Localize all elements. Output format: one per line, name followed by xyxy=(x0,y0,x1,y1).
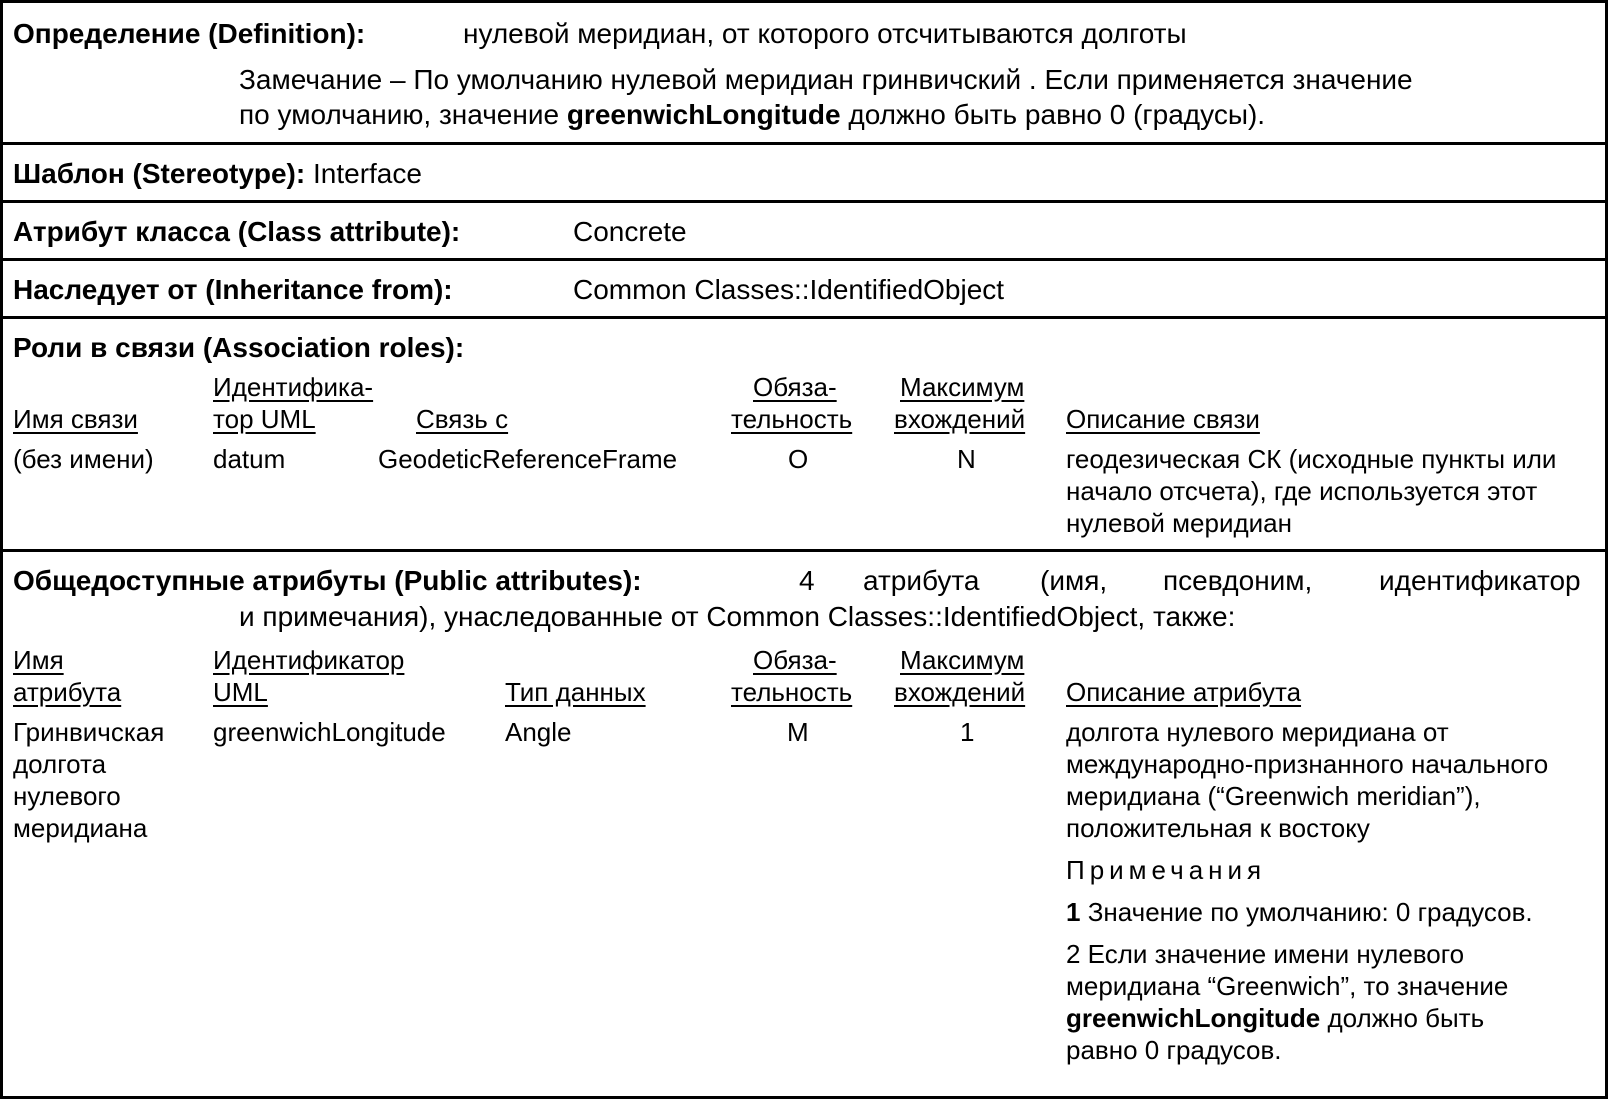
attr-row-name-line1: Гринвичская xyxy=(13,717,165,747)
attr-header-max-line2: вхождений xyxy=(894,677,1026,707)
assoc-row-desc-line1: геодезическая СК (исходные пункты или xyxy=(1066,444,1557,474)
definition-section xyxy=(3,3,1605,145)
attr-header-uml-line2: UML xyxy=(213,677,268,707)
inheritance-section xyxy=(3,261,1605,319)
attr-row-oblig: M xyxy=(787,717,809,747)
note-line2-b: должно быть равно 0 (градусы). xyxy=(848,99,1266,130)
attr-header-uml-line1: Идентификатор xyxy=(213,645,405,675)
attr-row-name-line3: нулевого xyxy=(13,781,121,811)
assoc-header-max-line1: Максимум xyxy=(900,372,1025,402)
attr-header-max-line1: Максимум xyxy=(900,645,1025,675)
attr-header-type: Тип данных xyxy=(505,677,646,707)
definition-label: Определение (Definition): xyxy=(13,18,366,49)
attr-header-name-line1: Имя xyxy=(13,645,64,675)
attr-note2-line1: 2 Если значение имени нулевого xyxy=(1066,939,1465,969)
inheritance-label: Наследует от (Inheritance from): xyxy=(13,274,453,305)
public-intro-word5: идентификатор xyxy=(1379,565,1581,596)
assoc-row-uml: datum xyxy=(213,444,286,474)
attr-note2-bold: greenwichLongitude xyxy=(1066,1003,1321,1033)
public-intro-word4: псевдоним, xyxy=(1163,565,1313,596)
attr-header-name-line2: атрибута xyxy=(13,677,122,707)
assoc-header-uml-line1: Идентифика- xyxy=(213,372,374,402)
assoc-header-uml-line2: тор UML xyxy=(213,404,316,434)
attr-note2-line3-rest: должно быть xyxy=(1327,1003,1485,1033)
assoc-row-name: (без имени) xyxy=(13,444,154,474)
class-attribute-label: Атрибут класса (Class attribute): xyxy=(13,216,461,247)
assoc-header-oblig-line1: Обяза- xyxy=(753,372,837,402)
public-attributes-label: Общедоступные атрибуты (Public attributes): xyxy=(13,565,642,596)
class-attribute-section xyxy=(3,203,1605,261)
assoc-header-desc: Описание связи xyxy=(1066,404,1260,434)
assoc-header-target: Связь с xyxy=(416,404,509,434)
assoc-header-oblig-line2: тельность xyxy=(731,404,853,434)
assoc-header-max-line2: вхождений xyxy=(894,404,1026,434)
stereotype-label: Шаблон (Stereotype): xyxy=(13,158,306,189)
attr-note1-number: 1 xyxy=(1066,897,1081,927)
note-line2-a: по умолчанию, значение xyxy=(239,99,560,130)
assoc-header-name: Имя связи xyxy=(13,404,138,434)
attr-row-type: Angle xyxy=(505,717,572,747)
assoc-row-max: N xyxy=(957,444,976,474)
attr-row-desc-line2: международно-признанного начального xyxy=(1066,749,1549,779)
assoc-row-target: GeodeticReferenceFrame xyxy=(378,444,678,474)
attr-notes-title: Примечания xyxy=(1066,855,1267,885)
assoc-row-desc-line3: нулевой меридиан xyxy=(1066,508,1292,538)
public-intro-word3: (имя, xyxy=(1040,565,1108,596)
inheritance-value: Common Classes::IdentifiedObject xyxy=(573,274,1005,305)
attr-note2-line2: меридиана “Greenwich”, то значение xyxy=(1066,971,1509,1001)
public-intro-word2: атрибута xyxy=(863,565,980,596)
association-roles-section xyxy=(3,319,1605,552)
attr-note2-line4: равно 0 градусов. xyxy=(1066,1035,1282,1065)
public-intro-line2: и примечания), унаследованные от Common Classes::IdentifiedObject, также: xyxy=(239,601,1236,632)
association-roles-label: Роли в связи (Association roles): xyxy=(13,332,465,363)
attr-note1 xyxy=(1066,896,1533,928)
public-attributes-section xyxy=(3,552,1605,1096)
attr-row-name-line4: меридиана xyxy=(13,813,148,843)
note-prefix: Замечание – xyxy=(239,64,406,95)
stereotype-value: Interface xyxy=(313,158,422,189)
stereotype-row xyxy=(13,157,422,191)
attr-row-desc-line1: долгота нулевого меридиана от xyxy=(1066,717,1449,747)
public-intro-word1: 4 xyxy=(799,565,815,596)
attr-header-oblig-line1: Обяза- xyxy=(753,645,837,675)
stereotype-section xyxy=(3,145,1605,203)
attr-row-max: 1 xyxy=(960,717,975,747)
definition-text: нулевой меридиан, от которого отсчитываются долготы xyxy=(463,18,1187,49)
assoc-row-oblig: O xyxy=(788,444,809,474)
attr-header-desc: Описание атрибута xyxy=(1066,677,1302,707)
attr-row-desc-line4: положительная к востоку xyxy=(1066,813,1370,843)
definition-note-line2 xyxy=(239,98,1265,132)
attr-note2-line3 xyxy=(1066,1002,1484,1034)
attr-row-desc-line3: меридиана (“Greenwich meridian”), xyxy=(1066,781,1481,811)
attr-row-uml: greenwichLongitude xyxy=(213,717,446,747)
note-line1-rest: По умолчанию нулевой меридиан гринвичский . Если применяется значение xyxy=(413,64,1413,95)
class-attribute-value: Concrete xyxy=(573,216,687,247)
attr-row-name-line2: долгота xyxy=(13,749,107,779)
attr-note1-text: Значение по умолчанию: 0 градусов. xyxy=(1087,897,1533,927)
note-line2-bold: greenwichLongitude xyxy=(566,99,841,130)
attr-header-oblig-line2: тельность xyxy=(731,677,853,707)
assoc-row-desc-line2: начало отсчета), где используется этот xyxy=(1066,476,1538,506)
definition-note-line1 xyxy=(239,63,1413,97)
